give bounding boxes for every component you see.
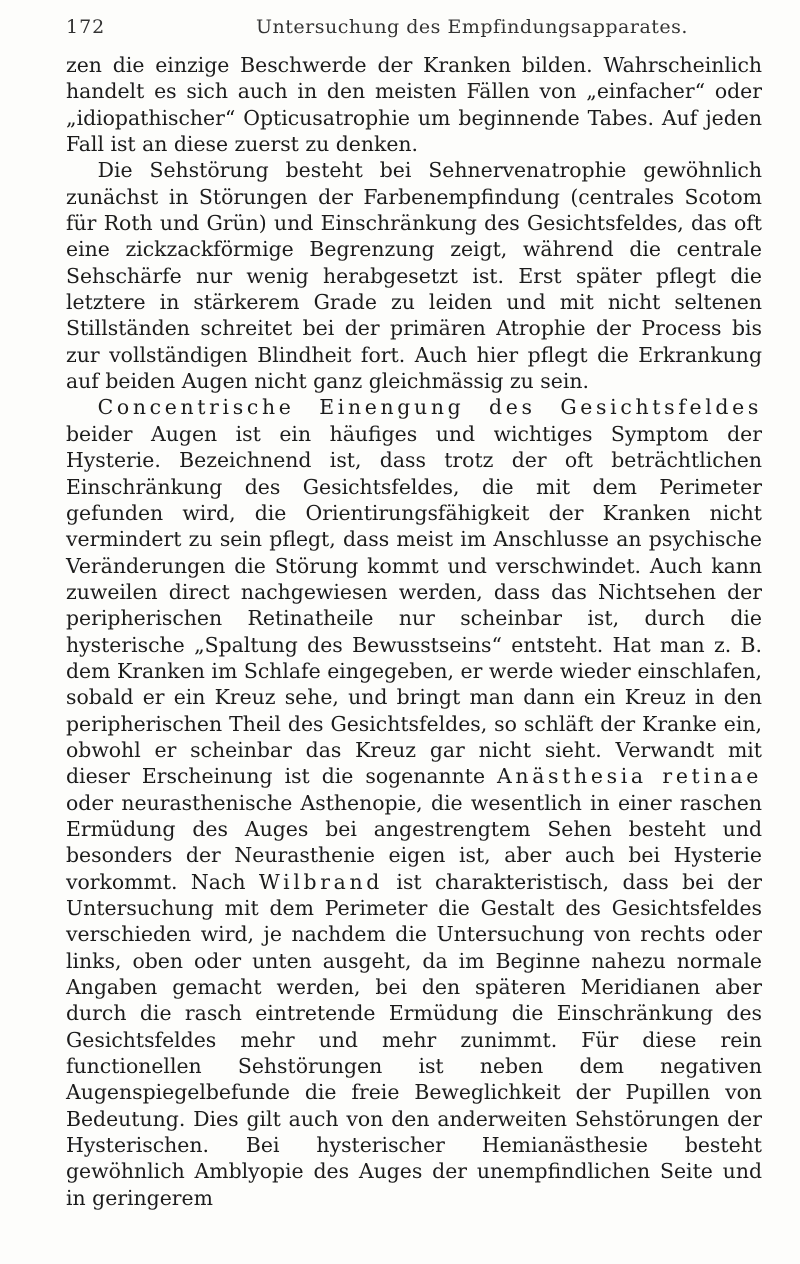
- emphasis-term: Anästhesia retinae: [497, 764, 762, 789]
- running-head-title: Untersuchung des Empfindungsapparates.: [256, 16, 688, 38]
- emphasis-author: Wilbrand: [258, 869, 384, 894]
- running-head: [66, 12, 766, 42]
- body-text: [66, 52, 762, 1211]
- emphasis-heading: Concentrische Einengung des Gesichtsfeldes: [97, 395, 762, 420]
- paragraph-concentrische-einengung: [66, 394, 762, 1211]
- paragraph-sehnervenatrophie: [66, 157, 762, 394]
- page-number: 172: [66, 16, 106, 38]
- text-segment: Die Sehstörung besteht bei Sehnervenatrophie gewöhnlich zunächst in Störungen der Farbenempfindung (centrales Scotom für Roth und Grün) und Einschränkung des Gesichtsfeldes, das oft eine zickzackförmige Begrenzung zeigt, während die centrale Sehschärfe nur wenig herabgesetzt ist. Erst später pflegt die letztere in stärkerem Grade zu leiden und mit nicht seltenen Stillständen schreitet bei der primären Atrophie der Process bis zur vollständigen Blindheit fort. Auch hier pflegt die Erkrankung auf beiden Augen nicht ganz gleichmässig zu sein.: [66, 158, 762, 394]
- text-segment: ist charakteristisch, dass bei der Untersuchung mit dem Perimeter die Gestalt des Gesichtsfeldes verschieden wird, je nachdem die Untersuchung von rechts oder links, oben oder unten ausgeht, da im Beginne nahezu normale Angaben gemacht werden, bei den späteren Meridianen aber durch die rasch eintretende Ermüdung die Einschränkung des Gesichtsfeldes mehr und mehr zunimmt. Für diese rein functionellen Sehstörungen ist neben dem negativen Augenspiegelbefunde die freie Beweglichkeit der Pupillen von Bedeutung. Dies gilt auch von den anderweiten Sehstörungen der Hysterischen. Bei hysterischer Hemianästhesie besteht gewöhnlich Amblyopie des Auges der unempfindlichen Seite und in geringerem: [66, 869, 762, 1210]
- text-segment: zen die einzige Beschwerde der Kranken bilden. Wahrscheinlich handelt es sich auch in den meisten Fällen von „einfacher“ oder „idiopathischer“ Opticusatrophie um beginnende Tabes. Auf jeden Fall ist an diese zuerst zu denken.: [66, 53, 762, 157]
- text-segment: oder neurasthenische Asthenopie, die wesentlich in einer raschen Ermüdung des Auges bei angestrengtem Sehen besteht und besonders der Neurasthenie eigen ist, aber auch bei Hysterie vorkommt. Nach: [66, 790, 762, 894]
- paragraph-continuation: [66, 52, 762, 157]
- text-segment: beider Augen ist ein häufiges und wichtiges Symptom der Hysterie. Bezeichnend ist, dass trotz der oft beträchtlichen Einschränkung des Gesichtsfeldes, die mit dem Perimeter gefunden wird, die Orientirungsfähigkeit der Kranken nicht vermindert zu sein pflegt, dass meist im Anschlusse an psychische Veränderungen die Störung kommt und verschwindet. Auch kann zuweilen direct nachgewiesen werden, dass das Nichtsehen der peripherischen Retinatheile nur scheinbar ist, durch die hysterische „Spaltung des Bewusstseins“ entsteht. Hat man z. B. dem Kranken im Schlafe eingegeben, er werde wieder einschlafen, sobald er ein Kreuz sehe, und bringt man dann ein Kreuz in den peripherischen Theil des Gesichtsfeldes, so schläft der Kranke ein, obwohl er scheinbar das Kreuz gar nicht sieht. Verwandt mit dieser Erscheinung ist die sogenannte: [66, 421, 762, 789]
